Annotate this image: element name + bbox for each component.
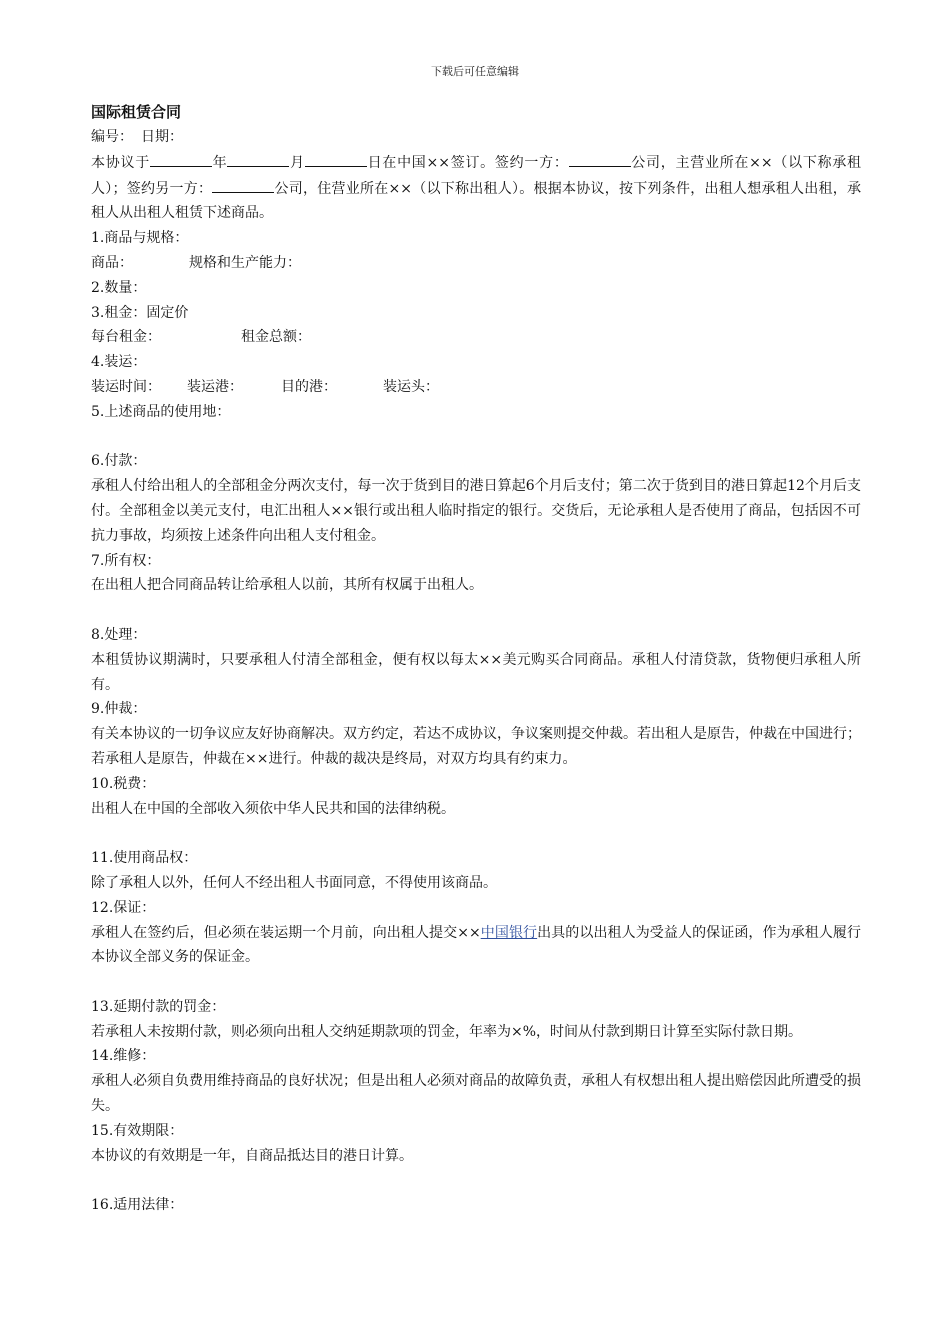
section-8-body: 本租赁协议期满时，只要承租人付清全部租金，便有权以每太××美元购买合同商品。承租人付清贷款，货物便归承租人所有。	[91, 651, 861, 693]
section-7-body: 在出租人把合同商品转让给承租人以前，其所有权属于出租人。	[91, 577, 483, 594]
section-15-body: 本协议的有效期是一年，自商品抵达目的港日计算。	[91, 1147, 413, 1164]
month-blank	[227, 150, 289, 167]
shipment-head-label: 装运头：	[383, 378, 439, 395]
section-13-body: 若承租人未按期付款，则必须向出租人交纳延期款项的罚金，年率为×%，时间从付款到期日计算至实际付款日期。	[91, 1023, 803, 1040]
meta-line	[91, 125, 861, 150]
goods-label: 商品：	[91, 254, 133, 271]
spec-label: 规格和生产能力：	[189, 254, 301, 271]
document-title: 国际租赁合同	[91, 103, 182, 121]
section-12-heading: 12.保证：	[91, 899, 156, 916]
intro-text-3: 公司，主营业所在××（以下称承租人）；签约另一方：	[91, 154, 862, 197]
section-3-fields	[91, 325, 861, 350]
year-label: 年	[211, 154, 228, 171]
section-10-heading: 10.税费：	[91, 775, 156, 792]
year-blank	[150, 150, 212, 167]
section-13-heading: 13.延期付款的罚金：	[91, 998, 226, 1015]
destination-port-label: 目的港：	[281, 378, 337, 395]
section-14-body: 承租人必须自负费用维持商品的良好状况；但是出租人必须对商品的故障负责，承租人有权想出租人提出赔偿因此所遭受的损失。	[91, 1073, 861, 1115]
day-blank	[305, 150, 367, 167]
section-7-heading: 7.所有权：	[91, 552, 161, 569]
shipment-time-label: 装运时间：	[91, 378, 161, 395]
section-11-body: 除了承租人以外，任何人不经出租人书面同意，不得使用该商品。	[91, 874, 497, 891]
section-6-body: 承租人付给出租人的全部租金分两次支付，每一次于货到目的港日算起6个月后支付；第二次于货到目的港日算起12个月后支付。全部租金以美元支付，电汇出租人××银行或出租人临时指定的银行。交货后，无论承租人是否使用了商品，包括因不可抗力事故，均须按上述条件向出租人支付租金。	[91, 478, 861, 544]
loading-port-label: 装运港：	[187, 378, 243, 395]
section-1-heading: 1.商品与规格：	[91, 230, 189, 247]
bank-link[interactable]: 中国银行	[480, 924, 538, 941]
section-11-heading: 11.使用商品权：	[91, 850, 198, 867]
number-label: 编号：	[91, 129, 133, 145]
intro-text-1: 本协议于	[91, 154, 150, 171]
section-8-heading: 8.处理：	[91, 626, 147, 643]
section-3-heading: 3.租金：固定价	[91, 304, 189, 321]
intro-text-4: 公司，住营业所在××（以下称出租人）。根据本协议，按下列条件，出租人想承租人出租，承租人从出租人租赁下述商品。	[91, 180, 861, 222]
section-12-body	[91, 921, 861, 971]
unit-rent-label: 每台租金：	[91, 329, 161, 346]
date-label: 日期：	[141, 129, 183, 145]
section-16-heading: 16.适用法律：	[91, 1197, 184, 1214]
section-2-heading: 2.数量：	[91, 279, 147, 296]
section-6-heading: 6.付款：	[91, 453, 147, 470]
section-14-heading: 14.维修：	[91, 1048, 156, 1065]
section-9-heading: 9.仲裁：	[91, 701, 147, 718]
party1-blank	[569, 150, 631, 167]
section-4-heading: 4.装运：	[91, 354, 147, 371]
intro-paragraph	[91, 150, 861, 226]
section-4-fields	[91, 375, 861, 400]
document-body	[91, 100, 861, 1218]
party2-blank	[212, 176, 274, 193]
month-label: 月	[289, 154, 305, 171]
section-15-heading: 15.有效期限：	[91, 1122, 184, 1139]
total-rent-label: 租金总额：	[241, 329, 311, 346]
section-12-text-before: 承租人在签约后，但必须在装运期一个月前，向出租人提交××	[91, 924, 481, 941]
section-5-heading: 5.上述商品的使用地：	[91, 403, 231, 420]
page-header: 下载后可任意编辑	[431, 65, 519, 78]
intro-text-2: 日在中国××签订。签约一方：	[366, 154, 569, 171]
section-9-body: 有关本协议的一切争议应友好协商解决。双方约定，若达不成协议，争议案则提交仲裁。若出租人是原告，仲裁在中国进行；若承租人是原告，仲裁在××进行。仲裁的裁决是终局，对双方均具有约束力。	[91, 726, 861, 767]
section-10-body: 出租人在中国的全部收入须依中华人民共和国的法律纳税。	[91, 800, 455, 817]
section-1-fields	[91, 251, 861, 276]
section-12-text-after: 出具的以出租人为受益人的保证函，作为承租人履行本协议全部义务的保证金。	[91, 924, 862, 966]
